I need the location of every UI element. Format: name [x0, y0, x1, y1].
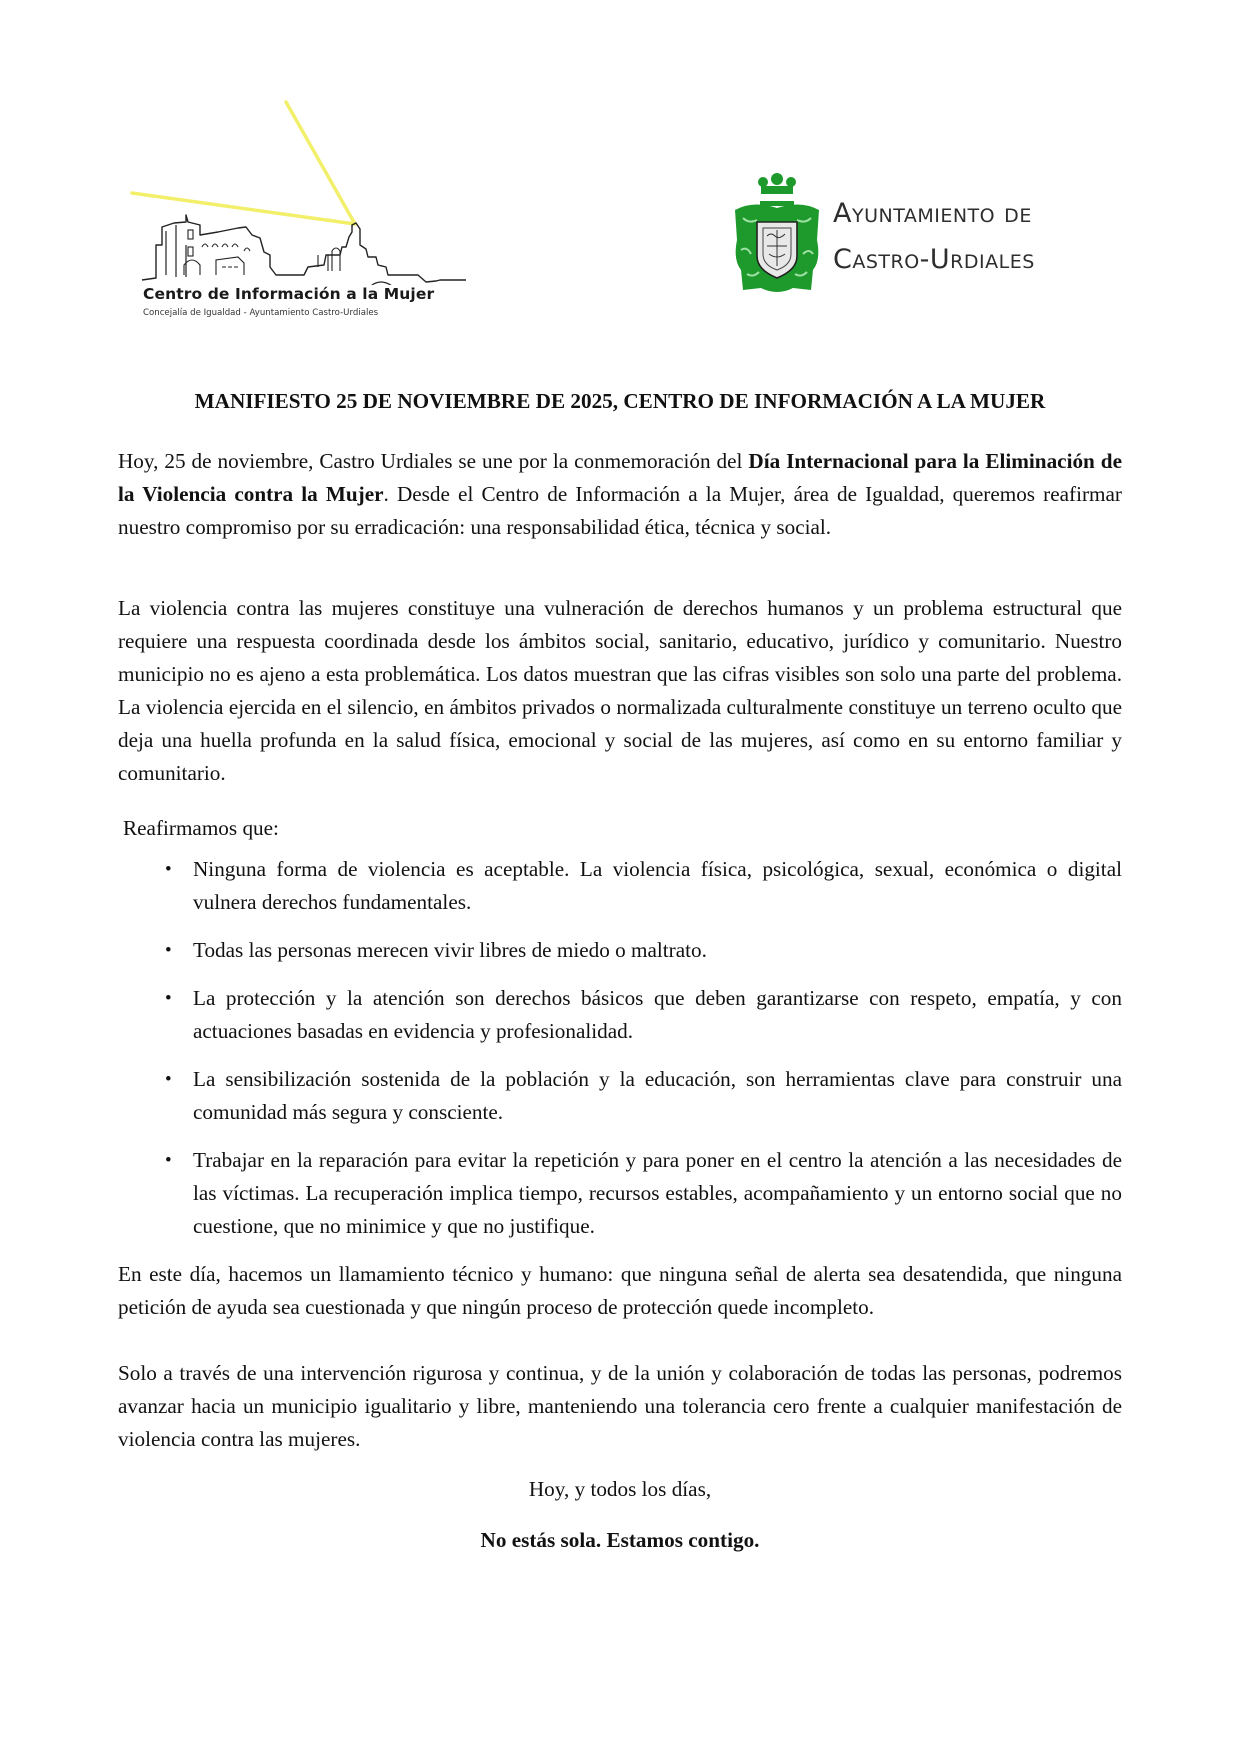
list-item-text: La protección y la atención son derechos básicos que deben garantizarse con respeto, empatía, y con actuaciones basadas en evidencia y profesionalidad.: [193, 986, 1122, 1043]
ayuntamiento-logo: [733, 170, 1073, 295]
intro-text-pre: Hoy, 25 de noviembre, Castro Urdiales se une por la conmemoración del: [118, 449, 749, 473]
list-item: [118, 1144, 1122, 1243]
cim-logo-title: Centro de Información a la Mujer: [143, 285, 435, 303]
list-item: [118, 853, 1122, 919]
list-item: [118, 982, 1122, 1048]
centro-informacion-mujer-logo: [128, 95, 468, 330]
castro-skyline-lighthouse-icon: [128, 95, 468, 285]
cim-logo-subtitle: Concejalía de Igualdad - Ayuntamiento Castro-Urdiales: [143, 308, 379, 318]
bullet-icon: •: [165, 988, 172, 1009]
ayuntamiento-logo-line2: Castro-Urdiales: [833, 244, 1035, 275]
bullet-icon: •: [165, 859, 172, 880]
intro-paragraph: [118, 445, 1122, 544]
coat-of-arms-icon: [733, 170, 821, 295]
list-item: [118, 934, 1122, 967]
list-item-text: Ninguna forma de violencia es aceptable. La violencia física, psicológica, sexual, económica o digital vulnera derechos fundamentales.: [193, 857, 1122, 914]
bullet-icon: •: [165, 940, 172, 961]
list-item-text: Trabajar en la reparación para evitar la repetición y para poner en el centro la atención a las necesidades de las víctimas. La recuperación implica tiempo, recursos estables, acompañamiento y un entorno social que no cuestione, que no minimice y que no justifique.: [193, 1148, 1122, 1238]
intro-text-bold: Día Internacional para la Eliminación de la Violencia contra la Mujer: [118, 449, 1122, 506]
reaffirm-bullet-list: [118, 853, 1122, 1258]
list-item: [118, 1063, 1122, 1129]
context-paragraph: La violencia contra las mujeres constituye una vulneración de derechos humanos y un problema estructural que requiere una respuesta coordinada desde los ámbitos social, sanitario, educativo, jurídico y comunitario. Nuestro municipio no es ajeno a esta problemática. Los datos muestran que las cifras visibles son solo una parte del problema. La violencia ejercida en el silencio, en ámbitos privados o normalizada culturalmente constituye un terreno oculto que deja una huella profunda en la salud física, emocional y social de las mujeres, así como en su entorno familiar y comunitario.: [118, 596, 1122, 785]
bullet-icon: •: [165, 1150, 172, 1171]
bullet-icon: •: [165, 1069, 172, 1090]
intro-text-post: . Desde el Centro de Información a la Mujer, área de Igualdad, queremos reafirmar nuestro compromiso por su erradicación: una responsabilidad ética, técnica y social.: [118, 482, 1122, 539]
document-title: MANIFIESTO 25 DE NOVIEMBRE DE 2025, CENTRO DE INFORMACIÓN A LA MUJER: [194, 389, 1046, 413]
list-item-text: Todas las personas merecen vivir libres de miedo o maltrato.: [193, 938, 707, 962]
conclusion-paragraph: Solo a través de una intervención rigurosa y continua, y de la unión y colaboración de todas las personas, podremos avanzar hacia un municipio igualitario y libre, manteniendo una tolerancia cero frente a cualquier manifestación de violencia contra las mujeres.: [118, 1361, 1122, 1451]
closing-slogan: No estás sola. Estamos contigo.: [480, 1528, 760, 1552]
call-to-action-paragraph: En este día, hacemos un llamamiento técnico y humano: que ninguna señal de alerta sea desatendida, que ninguna petición de ayuda sea cuestionada y que ningún proceso de protección quede incompleto.: [118, 1262, 1122, 1319]
list-item-text: La sensibilización sostenida de la población y la educación, son herramientas clave para construir una comunidad más segura y consciente.: [193, 1067, 1122, 1124]
reaffirm-intro: Reafirmamos que:: [123, 816, 279, 840]
closing-line: Hoy, y todos los días,: [528, 1477, 712, 1501]
ayuntamiento-logo-line1: Ayuntamiento de: [833, 198, 1032, 229]
